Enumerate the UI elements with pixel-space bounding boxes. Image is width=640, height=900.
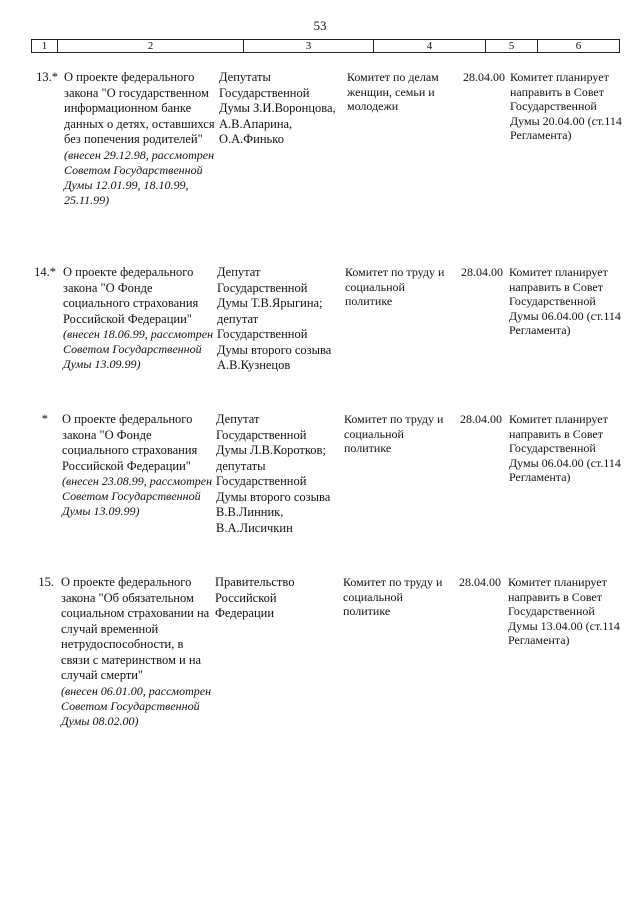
page-number: 53 (313, 18, 327, 33)
entry-number: 15. (38, 575, 54, 589)
bill-authors: Депутат Государственной Думы Л.В.Коротков; депутаты Государственной Думы второго созыва В.В.Линник, В.А.Лисичкин (216, 412, 331, 535)
status: Комитет планирует направить в Совет Государственной Думы 13.04.00 (ст.114 Регламента) (508, 575, 620, 647)
bill-note: (внесен 06.01.00, рассмотрен Советом Государственной Думы 08.02.00) (61, 683, 212, 728)
column-header: 4 (374, 40, 486, 52)
bill-title-cell (61, 575, 213, 729)
date: 28.04.00 (460, 412, 502, 426)
date: 28.04.00 (461, 265, 503, 279)
column-header: 5 (486, 40, 538, 52)
entry-number: 13.* (36, 70, 58, 84)
column-header: 1 (32, 40, 58, 52)
bill-note: (внесен 29.12.98, рассмотрен Советом Государственной Думы 12.01.99, 18.10.99, 25.11.99) (64, 147, 215, 207)
bill-note: (внесен 23.08.99, рассмотрен Советом Государственной Думы 13.09.99) (62, 474, 213, 518)
committee: Комитет по труду и социальной политике (344, 412, 444, 455)
column-header: 6 (575, 40, 582, 52)
bill-title-cell (64, 70, 216, 208)
bill-authors: Депутат Государственной Думы Т.В.Ярыгина; депутат Государственной Думы второго созыва А.В.Кузнецов (217, 265, 332, 372)
date: 28.04.00 (459, 575, 501, 589)
bill-title: О проекте федерального закона "О Фонде социального страхования Российской Федерации" (62, 412, 198, 473)
bill-note: (внесен 18.06.99, рассмотрен Советом Государственной Думы 13.09.99) (63, 327, 214, 371)
column-header-row (31, 39, 620, 53)
date: 28.04.00 (463, 70, 505, 84)
status: Комитет планирует направить в Совет Государственной Думы 06.04.00 (ст.114 Регламента) (509, 265, 621, 337)
committee: Комитет по труду и социальной политике (343, 575, 443, 618)
column-header: 2 (58, 40, 244, 52)
committee: Комитет по труду и социальной политике (345, 265, 445, 308)
bill-authors: Правительство Российской Федерации (215, 575, 295, 620)
committee: Комитет по делам женщин, семьи и молодежи (347, 70, 439, 113)
bill-title: О проекте федерального закона "О государственном информационном банке данных о детях, оставшихся без попечения родителей" (64, 70, 215, 146)
status: Комитет планирует направить в Совет Государственной Думы 06.04.00 (ст.114 Регламента) (509, 412, 621, 484)
entry-number: 14.* (34, 265, 56, 279)
bill-title-cell (62, 412, 214, 519)
bill-title-cell (63, 265, 215, 372)
bill-authors: Депутаты Государственной Думы З.И.Воронцова, А.В.Апарина, О.А.Финько (219, 70, 336, 146)
entry-number: * (41, 412, 48, 426)
bill-title: О проекте федерального закона "Об обязательном социальном страховании на случай временной нетрудоспособности, в связи с материнством и на случай смерти" (61, 575, 210, 682)
status: Комитет планирует направить в Совет Государственной Думы 20.04.00 (ст.114 Регламента) (510, 70, 622, 142)
bill-title: О проекте федерального закона "О Фонде социального страхования Российской Федерации" (63, 265, 199, 326)
column-header: 3 (244, 40, 374, 52)
